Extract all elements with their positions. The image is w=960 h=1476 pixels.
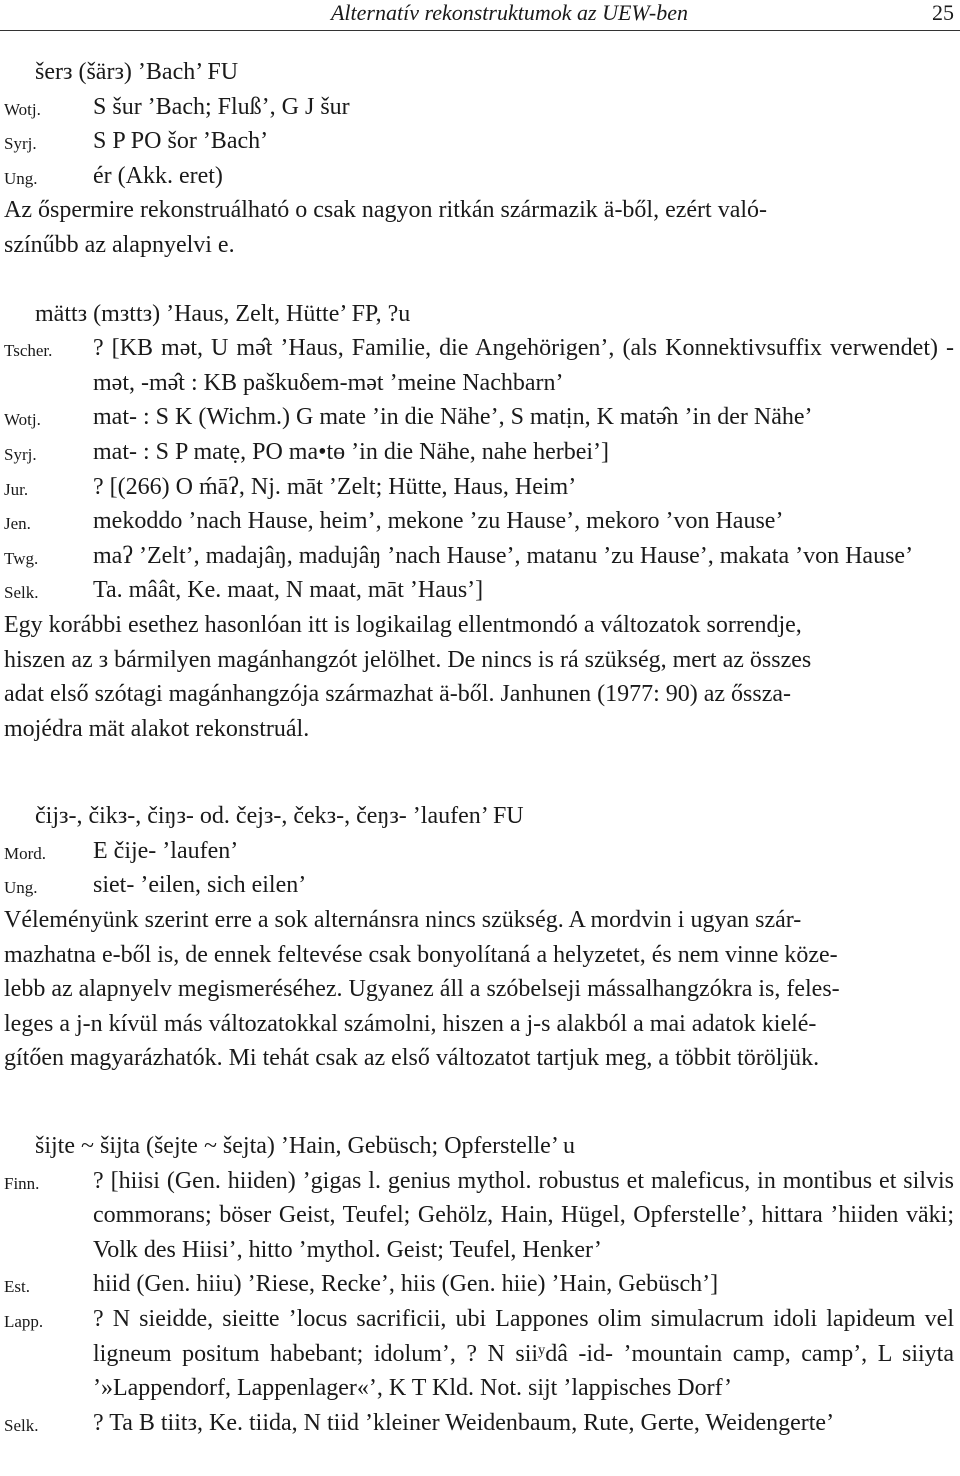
comment-line: mazhatna e-ből is, de ennek feltevése csak bonyolítaná a helyzetet, és nem vinne köze- [4, 941, 838, 968]
entry-row [0, 90, 960, 125]
entry-row [0, 1164, 960, 1268]
header-rule [0, 30, 960, 31]
language-label: Ung. [4, 878, 38, 898]
entry-row [0, 868, 960, 903]
entry-row [0, 573, 960, 608]
entry-text: mekoddo ’nach Hause, heim’, mekone ’zu Hause’, mekoro ’von Hause’ [93, 508, 784, 535]
entry-text: mat- : S K (Wichm.) G mate ’in die Nähe’, S matịn, K matə̂n ’in der Nähe’ [93, 404, 813, 431]
entry-row [0, 1302, 960, 1406]
entry-sere [0, 55, 960, 263]
entry-comment [0, 903, 960, 1076]
entry-text: mat- : S P matẹ, PO ma•tө ’in die Nähe, nahe herbei’] [93, 438, 610, 465]
language-label: Finn. [4, 1173, 40, 1193]
entry-comment [0, 608, 960, 746]
entry-text: maʔ ’Zelt’, madajâŋ, madujâŋ ’nach Hause’, matanu ’zu Hause’, makata ’von Hause’ [93, 542, 914, 569]
entry-headword: šerз (šärз) ’Bach’ FU [35, 59, 239, 85]
entry-row [0, 1267, 960, 1302]
entry-text: hiid (Gen. hiiu) ’Riese, Recke’, hiis (Gen. hiie) ’Hain, Gebüsch’] [93, 1271, 719, 1298]
language-label: Syrj. [4, 134, 37, 154]
entry-text: S šur ’Bach; Fluß’, G J šur [93, 93, 350, 120]
language-label: Selk. [4, 1415, 39, 1435]
entry-text: ? [KB mət, U mə̂t ’Haus, Familie, die Angehörigen’, (als Konnektivsuffix verwendet) -mət, -mə̂t : KB paškuδem-mət ’meine Nachbarn’ [93, 335, 954, 396]
language-label: Ung. [4, 168, 38, 188]
entry-row [0, 400, 960, 435]
entry-headword: mättз (mзttз) ’Haus, Zelt, Hütte’ FP, ?u [35, 300, 411, 327]
language-label: Selk. [4, 583, 39, 603]
comment-line: leges a j-n kívül más változatokkal számolni, hiszen a j-s alakból a mai adatok kielé- [4, 1010, 817, 1037]
language-label: Tscher. [4, 341, 53, 361]
entry-matte [0, 297, 960, 747]
entry-text: Ta. mâât, Ke. maat, N maat, māt ’Haus’] [93, 577, 484, 604]
language-label: Syrj. [4, 444, 37, 464]
page-number: 25 [932, 0, 954, 25]
comment-line: mojédra mät alakot rekonstruál. [4, 715, 310, 742]
entry-row [0, 470, 960, 505]
entry-text: ? [(266) O ḿāʔ, Nj. māt ’Zelt; Hütte, Haus, Heim’ [93, 473, 577, 500]
language-label: Jen. [4, 514, 31, 534]
running-title: Alternatív rekonstruktumok az UEW-ben [330, 0, 688, 25]
entry-headword: šijte ~ šijta (šejte ~ šejta) ’Hain, Gebüsch; Opferstelle’ u [35, 1133, 576, 1160]
entry-row [0, 124, 960, 159]
comment-line: színűbb az alapnyelvi e. [4, 231, 235, 258]
entry-text: ? N sieidde, sieitte ’locus sacrificii, ubi Lappones olim simulacrum idoli lapideum vel ligneum positum habebant; idolum’, ? N siiʸdâ -id- ’mountain camp, camp’, L siiyta ’»Lappendorf, Lappenlager«’, K T Kld. Not. sijt ’lappisches Dorf’ [93, 1306, 954, 1402]
entry-row [0, 539, 960, 574]
entry-text: ? [hiisi (Gen. hiiden) ’gigas l. genius mythol. robustus et maleficus, in montibus et silvis commorans; böser Geist, Teufel; Gehölz, Hain, Hügel, Opferstelle’, hittara ’hiiden väki; Volk des Hiisi’, hitto ’mythol. Geist; Teufel, Henker’ [93, 1167, 954, 1263]
entry-row [0, 504, 960, 539]
entry-text: siet- ’eilen, sich eilen’ [93, 872, 307, 899]
comment-line: hiszen az з bármilyen magánhangzót jelölhet. De nincs is rá szükség, mert az összes [4, 646, 812, 673]
language-label: Lapp. [4, 1312, 44, 1331]
comment-line: Egy korábbi esethez hasonlóan itt is logikailag ellentmondó a változatok sorrendje, [4, 611, 802, 638]
entry-row [0, 1406, 960, 1441]
entry-text: S P PO šor ’Bach’ [93, 128, 269, 155]
page-body [0, 55, 960, 1440]
language-label: Jur. [4, 479, 29, 499]
language-label: Wotj. [4, 99, 41, 119]
entry-sijte [0, 1129, 960, 1440]
entry-comment [0, 193, 960, 262]
language-label: Est. [4, 1277, 30, 1297]
comment-line: Véleményünk szerint erre a sok alternánsra nincs szükség. A mordvin i ugyan szár- [4, 907, 802, 934]
comment-line: adat első szótagi magánhangzója származhat ä-ből. Janhunen (1977: 90) az őssza- [4, 681, 792, 708]
entry-row [0, 331, 960, 400]
entry-headword: čijз-, čikз-, čiŋз- od. čejз-, čekз-, čeŋз- ’laufen’ FU [35, 803, 524, 830]
language-label: Twg. [4, 548, 39, 568]
comment-line: gítően magyarázhatók. Mi tehát csak az első változatot tartjuk meg, a többit töröljük. [4, 1045, 820, 1072]
entry-cije [0, 799, 960, 1076]
entry-text: ? Ta B tiitз, Ke. tiida, N tiid ’kleiner Weidenbaum, Rute, Gerte, Weidengerte’ [93, 1409, 835, 1436]
comment-line: lebb az alapnyelv megismeréséhez. Ugyanez áll a szóbelseji mássalhangzókra is, feles- [4, 976, 840, 1003]
entry-text: E čije- ’laufen’ [93, 837, 239, 864]
language-label: Wotj. [4, 410, 41, 430]
entry-row [0, 159, 960, 194]
entry-text: ér (Akk. eret) [93, 162, 223, 189]
language-label: Mord. [4, 843, 47, 863]
entry-row [0, 834, 960, 869]
entry-row [0, 435, 960, 470]
comment-line: Az őspermire rekonstruálható o csak nagyon ritkán származik ä-ből, ezért való- [4, 197, 768, 224]
page-header [0, 0, 960, 32]
